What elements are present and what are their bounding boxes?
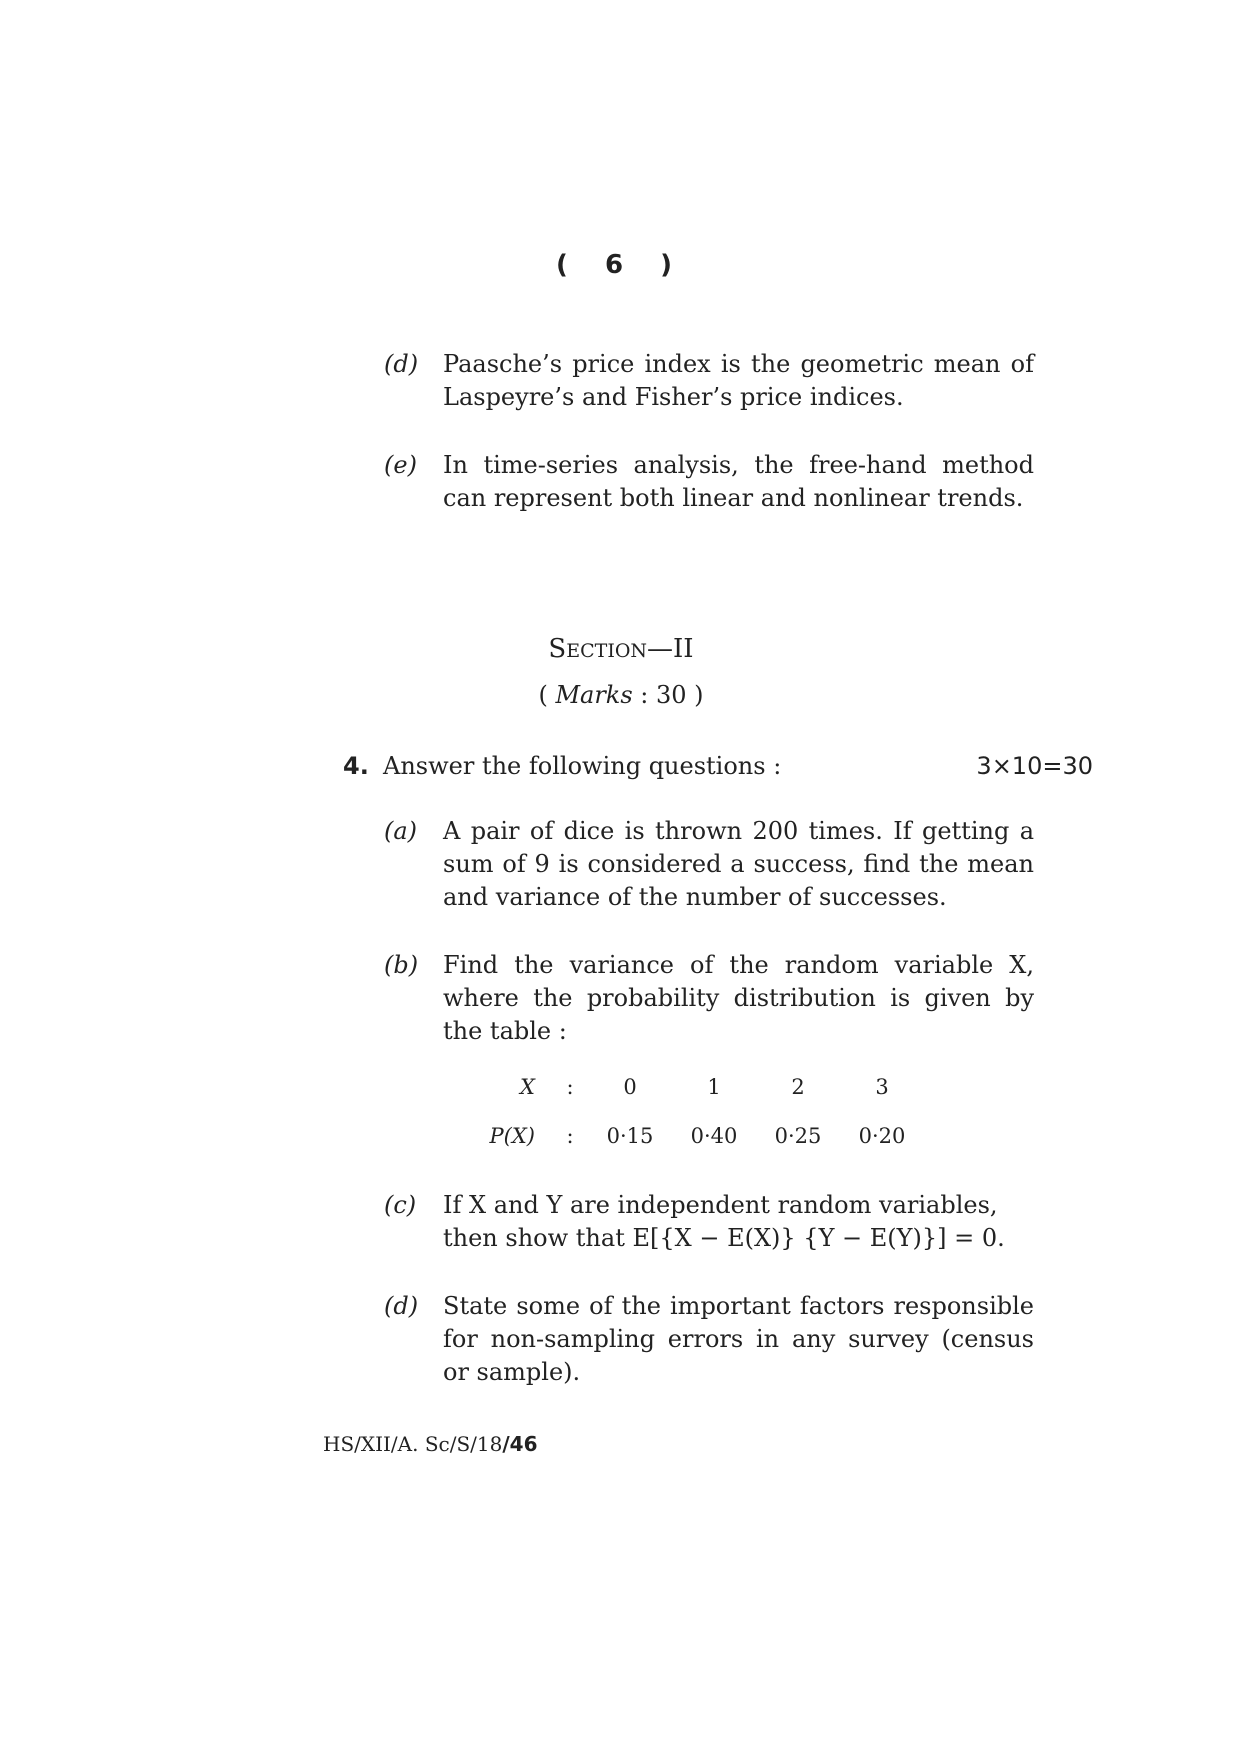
table-p-value: 0·25	[774, 1124, 822, 1148]
statement-e-label: (e)	[384, 451, 417, 479]
part-a-text: A pair of dice is thrown 200 times. If getting a sum of 9 is considered a success, find the mean and variance of the number of successes.	[443, 817, 1034, 911]
table-p-value: 0·40	[690, 1124, 738, 1148]
paper-serial: /46	[502, 1432, 538, 1456]
paper-code-text: HS/XII/A. Sc/S/18	[323, 1432, 503, 1456]
part-d-label: (d)	[384, 1292, 419, 1320]
section-marks-word: Marks	[555, 681, 633, 709]
part-b-label: (b)	[384, 951, 419, 979]
part-b-text: Find the variance of the random variable X, where the probability distribution is given by the table :	[443, 951, 1034, 1045]
part-c-line-1: If X and Y are independent random variables,	[443, 1191, 998, 1219]
table-x-value: 3	[875, 1075, 889, 1099]
section-marks-value: : 30 )	[632, 681, 704, 709]
table-p-label: P(X)	[489, 1124, 535, 1148]
table-x-colon: :	[566, 1075, 574, 1099]
part-a-label: (a)	[384, 817, 418, 845]
section-title-initial: S	[548, 634, 567, 664]
section-title-rest: ECTION	[566, 640, 648, 662]
part-c-label: (c)	[384, 1191, 417, 1219]
paper-code	[323, 1432, 538, 1456]
statement-d-label: (d)	[384, 350, 419, 378]
page-number: ( 6 )	[556, 250, 686, 280]
question-number: 4.	[343, 752, 369, 780]
table-x-label: X	[520, 1075, 535, 1099]
part-c-line-2: then show that E[{X − E(X)} {Y − E(Y)}] = 0.	[443, 1224, 1005, 1252]
table-p-value: 0·15	[606, 1124, 654, 1148]
question-marks: 3×10=30	[976, 752, 1093, 780]
section-marks-open: (	[538, 681, 556, 709]
table-x-value: 1	[707, 1075, 721, 1099]
part-d-text: State some of the important factors responsible for non-sampling errors in any survey (census or sample).	[443, 1292, 1034, 1386]
table-x-value: 2	[791, 1075, 805, 1099]
section-title	[0, 634, 1242, 666]
section-title-number: —II	[647, 634, 694, 664]
question-4-heading	[343, 751, 1093, 781]
part-c-text	[443, 1189, 1034, 1255]
statement-e-text: In time-series analysis, the free-hand method can represent both linear and nonlinear trends.	[443, 451, 1034, 512]
section-marks	[0, 680, 1242, 710]
table-x-value: 0	[623, 1075, 637, 1099]
table-p-colon: :	[566, 1124, 574, 1148]
question-text: Answer the following questions :	[383, 752, 782, 780]
table-p-value: 0·20	[858, 1124, 906, 1148]
statement-d-text: Paasche’s price index is the geometric mean of Laspeyre’s and Fisher’s price indices.	[443, 350, 1034, 411]
